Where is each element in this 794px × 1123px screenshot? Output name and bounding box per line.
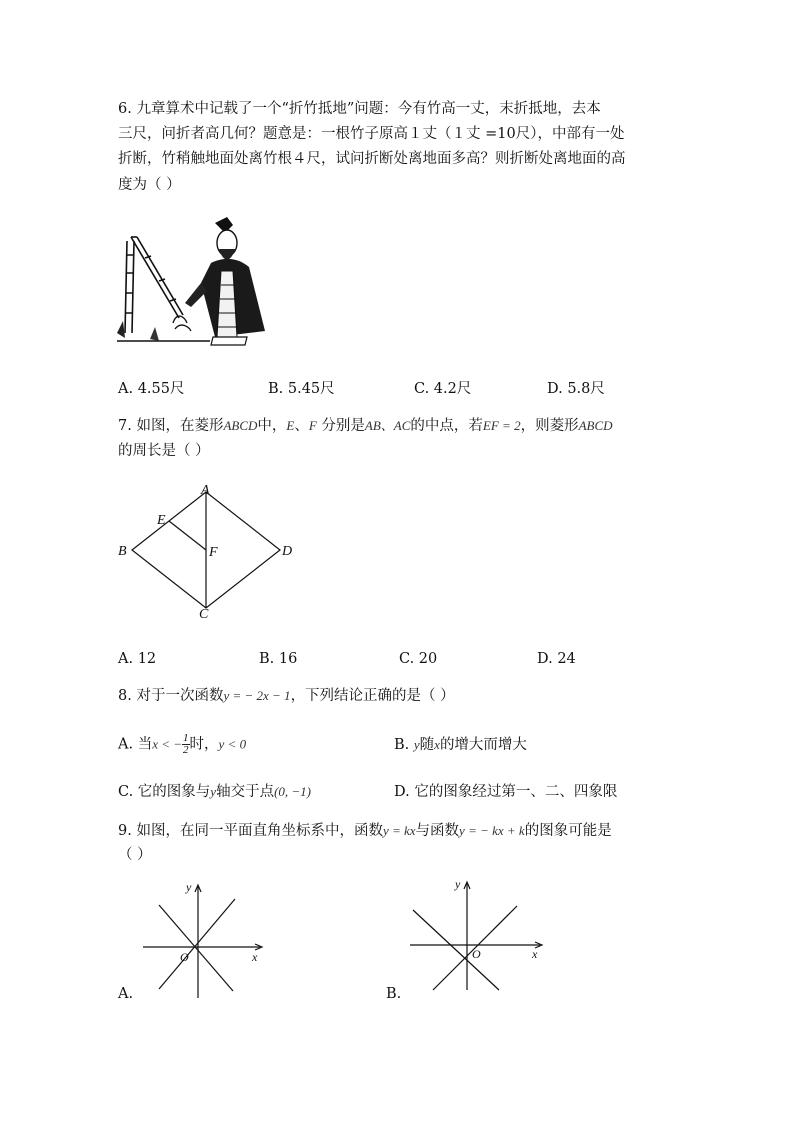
q8-option-c-prefix: C. 它的图象与	[118, 784, 211, 800]
q8-stem	[118, 686, 455, 706]
axis-label-y: y	[455, 877, 461, 891]
q6-option-a[interactable]: A. 4.55尺	[118, 381, 185, 397]
q7-math-6: ABCD	[578, 418, 613, 433]
q9-text-1: 9. 如图，在同一平面直角坐标系中，函数	[118, 823, 383, 839]
q7-math-1: ABCD	[223, 418, 258, 433]
q7-line-1	[118, 416, 613, 436]
q8-option-a-mid: 时，	[189, 736, 219, 753]
q6-line-2: 三尺，问折者高几何？题意是：一根竹子原高１丈（１丈 =10尺），中部有一处	[118, 126, 625, 142]
q9-option-a[interactable]: A.	[118, 986, 134, 1002]
q7-text-5: 的中点，若	[410, 418, 483, 434]
q9-graph-a[interactable]	[135, 875, 275, 1003]
q7-text-2: 中，	[257, 418, 287, 434]
q8-option-a[interactable]	[118, 733, 246, 756]
q6-line-3: 折断，竹稍触地面处离竹根４尺，试问折断处离地面多高？则折断处离地面的高	[118, 151, 626, 167]
origin-label: O	[180, 950, 189, 964]
q9-line-2: （ ）	[118, 847, 152, 863]
q8-option-c-math-2: (0, −1)	[274, 784, 312, 799]
q7-line-2: 的周长是（ ）	[118, 443, 210, 459]
q7-math-3: F	[308, 418, 317, 433]
q8-function: y = − 2x − 1	[223, 688, 291, 703]
fraction-denominator: 2	[183, 744, 189, 756]
q9-text-2: 与函数	[415, 823, 460, 839]
vertex-label-c: C	[199, 607, 209, 622]
q7-math-5: EF = 2	[482, 418, 521, 433]
q7-math-4: AB、AC	[364, 418, 411, 433]
axis-label-x: x	[532, 947, 538, 961]
axis-label-y: y	[186, 880, 192, 894]
vertex-label-b: B	[118, 544, 127, 559]
rhombus-diagram	[110, 480, 310, 625]
q8-option-c-mid: 轴交于点	[216, 784, 275, 800]
point-label-f: F	[209, 545, 218, 560]
q7-text-6: ，则菱形	[520, 418, 579, 434]
q9-graph-b[interactable]	[405, 872, 550, 994]
q8-option-a-fraction	[182, 733, 190, 756]
q8-option-b-mid: 随	[419, 737, 435, 753]
q8-option-a-prefix: A. 当	[118, 736, 153, 753]
q9-math-1: y = kx	[382, 823, 416, 838]
q8-text-2: ，下列结论正确的是（ ）	[290, 688, 455, 704]
q6-line-4: 度为（ ）	[118, 177, 181, 193]
q7-text-1: 7. 如图，在菱形	[118, 418, 224, 434]
q6-option-b[interactable]: B. 5.45尺	[268, 381, 335, 397]
q8-option-b-math-1: y	[413, 737, 420, 752]
fraction-numerator: 1	[183, 732, 189, 744]
q7-math-2: E	[286, 418, 295, 433]
q7-text-4: 分别是	[316, 418, 365, 434]
q6-line-1: 6. 九章算术中记载了一个“折竹抵地”问题：今有竹高一丈，末折抵地，去本	[118, 101, 601, 117]
q8-option-b-prefix: B.	[394, 737, 414, 753]
q7-option-c[interactable]: C. 20	[399, 651, 438, 667]
point-label-e: E	[157, 513, 166, 528]
axis-label-x: x	[252, 950, 258, 964]
q8-option-a-math-2: y < 0	[218, 736, 247, 752]
q8-option-c[interactable]	[118, 782, 311, 802]
q7-text-3: 、	[294, 418, 309, 434]
q8-option-d[interactable]: D. 它的图象经过第一、二、四象限	[394, 784, 618, 800]
vertex-label-a: A	[201, 483, 210, 498]
q8-option-b[interactable]	[394, 735, 527, 755]
q7-option-b[interactable]: B. 16	[259, 651, 298, 667]
q6-option-d[interactable]: D. 5.8尺	[547, 381, 605, 397]
origin-label: O	[472, 947, 481, 961]
q7-option-d[interactable]: D. 24	[537, 651, 576, 667]
q8-option-c-math-1: y	[210, 784, 217, 799]
q9-line-1	[118, 821, 612, 841]
q9-text-3: 的图象可能是	[524, 823, 612, 839]
q8-option-b-math-2: x	[434, 737, 440, 752]
q8-option-b-suffix: 的增大而增大	[439, 737, 527, 753]
q8-text-1: 8. 对于一次函数	[118, 688, 224, 704]
q9-option-b[interactable]: B.	[386, 986, 402, 1002]
q6-option-c[interactable]: C. 4.2尺	[414, 381, 472, 397]
q7-option-a[interactable]: A. 12	[118, 651, 157, 667]
q8-option-a-math-1: x < −	[152, 736, 183, 752]
bamboo-scholar-illustration	[115, 213, 270, 353]
q9-math-2: y = − kx + k	[459, 823, 525, 838]
vertex-label-d: D	[282, 544, 293, 559]
